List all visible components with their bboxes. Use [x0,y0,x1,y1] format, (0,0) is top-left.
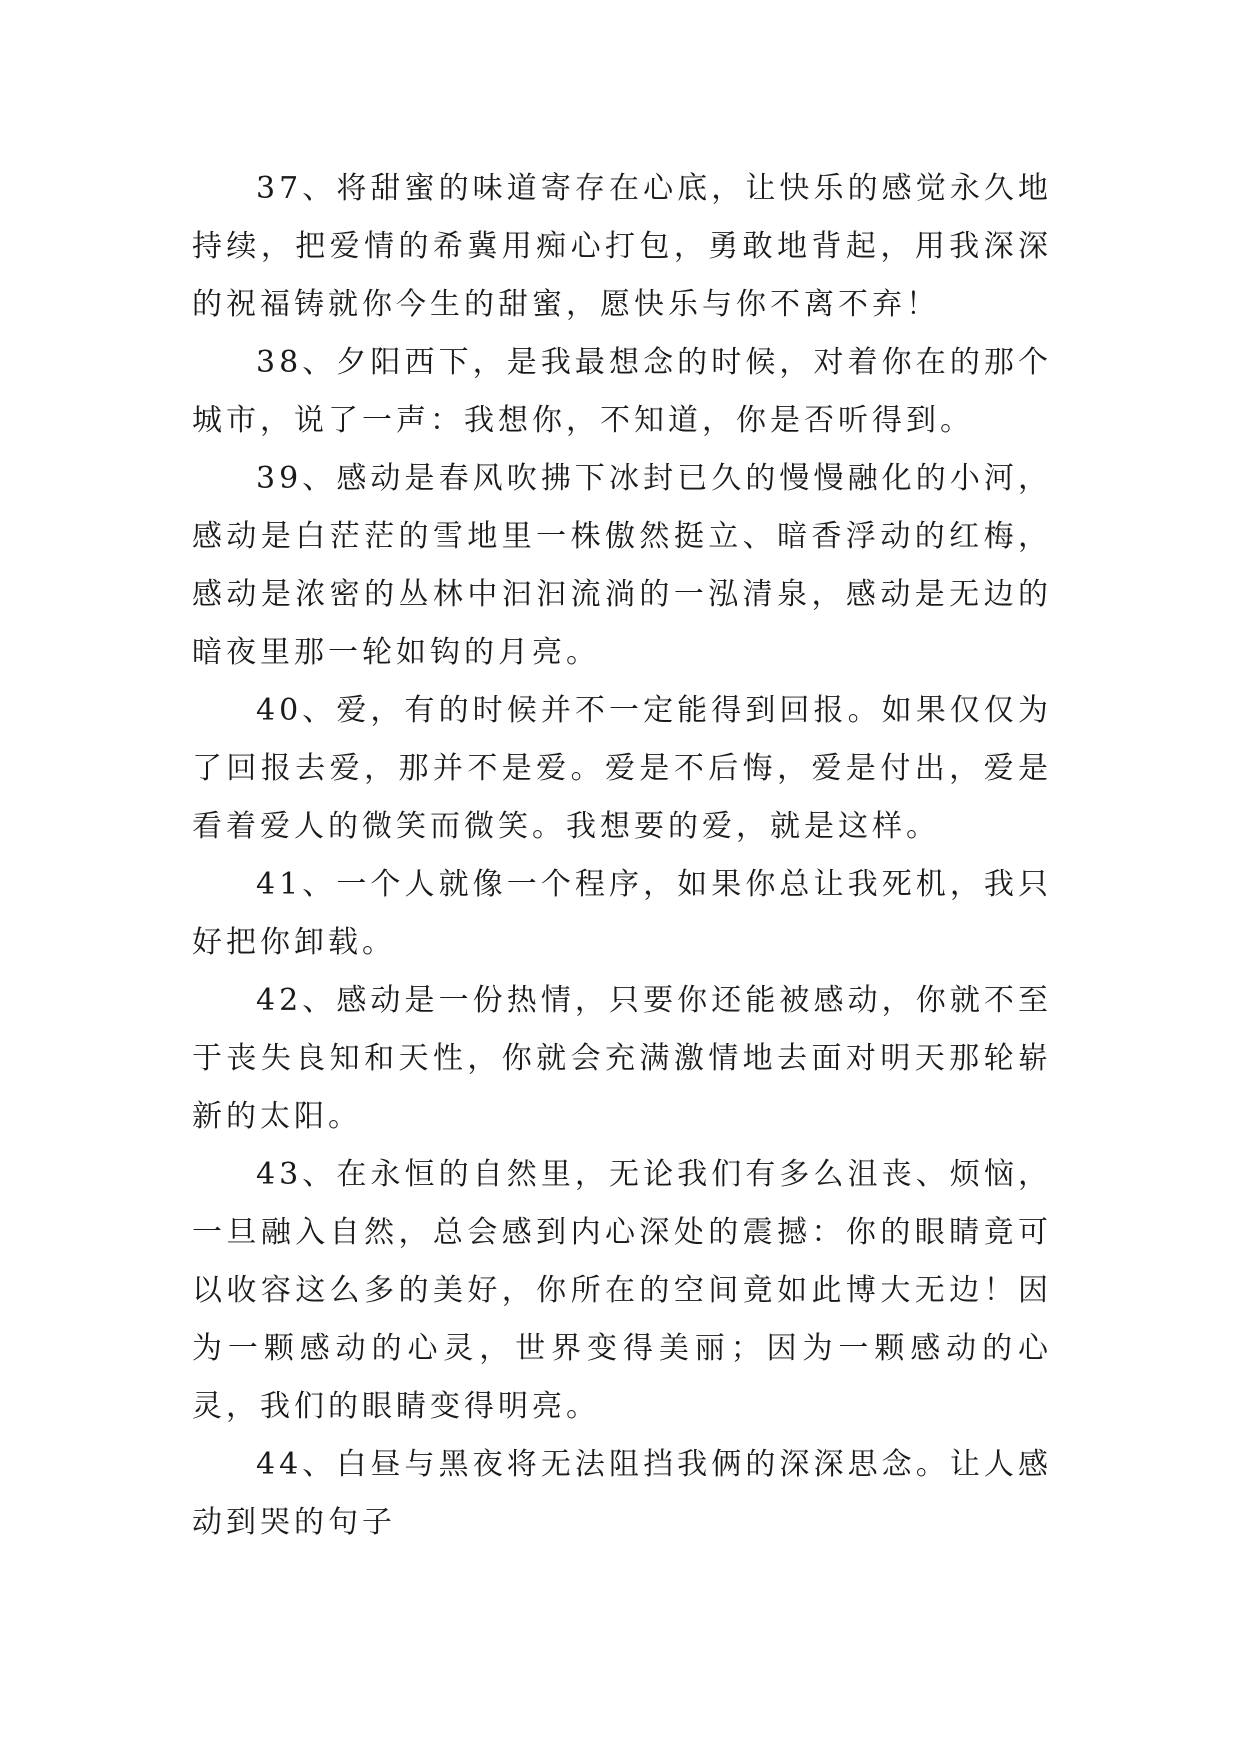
paragraph-42: 42、感动是一份热情，只要你还能被感动，你就不至于丧失良知和天性，你就会充满激情地去面对明天那轮崭新的太阳。 [192,983,1052,1134]
paragraph-40: 40、爱，有的时候并不一定能得到回报。如果仅仅为了回报去爱，那并不是爱。爱是不后悔，爱是付出，爱是看着爱人的微笑而微笑。我想要的爱，就是这样。 [192,693,1052,844]
document-page [192,160,1052,1552]
paragraph-38: 38、夕阳西下，是我最想念的时候，对着你在的那个城市，说了一声：我想你，不知道，你是否听得到。 [192,345,1052,438]
paragraph-43: 43、在永恒的自然里，无论我们有多么沮丧、烦恼，一旦融入自然，总会感到内心深处的震撼：你的眼睛竟可以收容这么多的美好，你所在的空间竟如此博大无边！因为一颗感动的心灵，世界变得美丽；因为一颗感动的心灵，我们的眼睛变得明亮。 [192,1157,1052,1424]
paragraph-44: 44、白昼与黑夜将无法阻挡我俩的深深思念。让人感动到哭的句子 [192,1447,1052,1540]
paragraph-41: 41、一个人就像一个程序，如果你总让我死机，我只好把你卸载。 [192,867,1052,960]
paragraph-39: 39、感动是春风吹拂下冰封已久的慢慢融化的小河，感动是白茫茫的雪地里一株傲然挺立、暗香浮动的红梅，感动是浓密的丛林中汩汩流淌的一泓清泉，感动是无边的暗夜里那一轮如钩的月亮。 [192,461,1052,670]
paragraph-37: 37、将甜蜜的味道寄存在心底，让快乐的感觉永久地持续，把爱情的希冀用痴心打包，勇敢地背起，用我深深的祝福铸就你今生的甜蜜，愿快乐与你不离不弃！ [192,171,1052,322]
